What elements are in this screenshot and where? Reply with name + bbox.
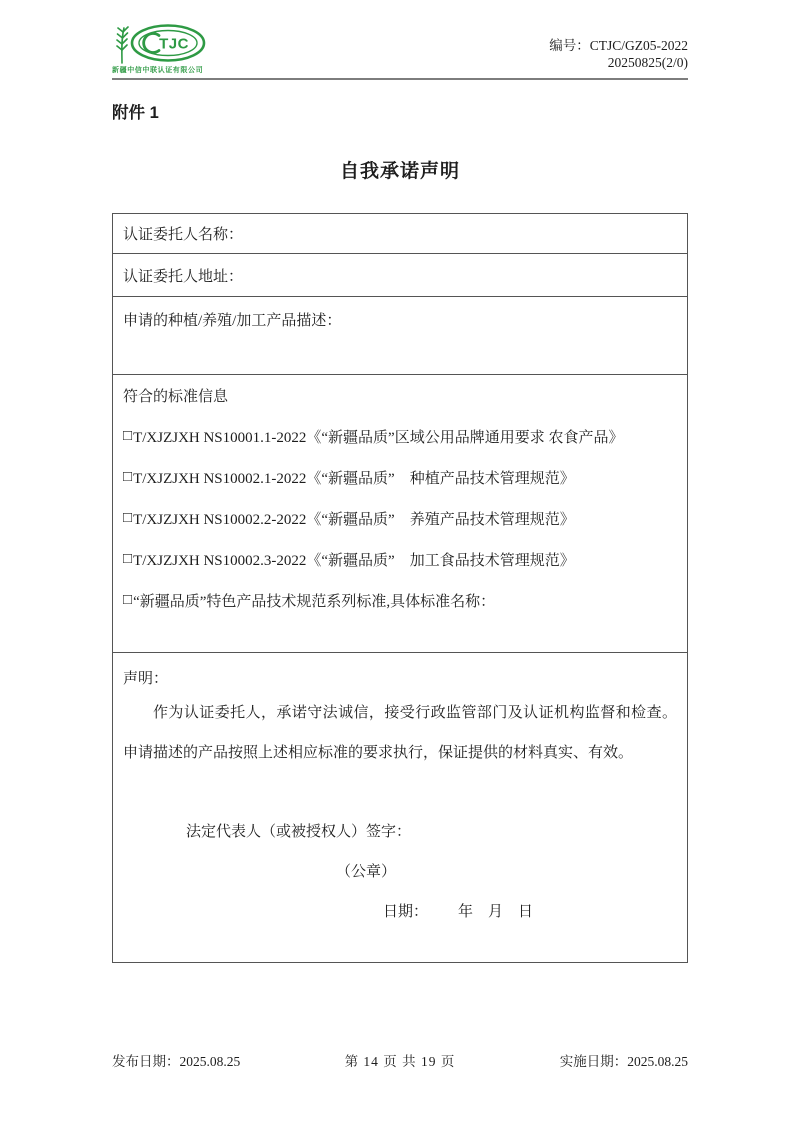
page-footer bbox=[112, 1050, 688, 1070]
page-title: 自我承诺声明 bbox=[339, 161, 460, 182]
release-date: 发布日期：2025.08.25 bbox=[112, 1054, 241, 1069]
seal-label: （公章） bbox=[336, 863, 397, 880]
standard-option-label: T/XJZJXH NS10002.1-2022《“新疆品质” 种植产品技术管理规范》 bbox=[133, 471, 575, 487]
declaration-form-table bbox=[112, 213, 688, 963]
standard-option-4 bbox=[123, 539, 687, 580]
standard-option-label: T/XJZJXH NS10002.3-2022《“新疆品质” 加工食品技术管理规范》 bbox=[133, 553, 575, 569]
company-logo bbox=[112, 24, 206, 75]
standards-heading: 符合的标准信息 bbox=[123, 389, 229, 405]
document-version: 20250825(2/0) bbox=[607, 55, 688, 70]
standard-option-label: T/XJZJXH NS10001.1-2022《“新疆品质”区域公用品牌通用要求 农食产品》 bbox=[133, 430, 624, 446]
declaration-heading: 声明： bbox=[123, 671, 169, 687]
client-name-label: 认证委托人名称： bbox=[123, 227, 244, 243]
standard-option-label: T/XJZJXH NS10002.2-2022《“新疆品质” 养殖产品技术管理规范》 bbox=[133, 512, 575, 528]
field-client-name bbox=[113, 214, 687, 254]
checkbox-icon: □ bbox=[123, 592, 133, 608]
standard-option-1 bbox=[123, 416, 687, 457]
company-name: 新疆中信中联认证有限公司 bbox=[112, 67, 204, 74]
standards-section bbox=[113, 375, 687, 653]
standard-option-label: “新疆品质”特色产品技术规范系列标准,具体标准名称： bbox=[133, 594, 496, 610]
page-header bbox=[112, 0, 688, 80]
checkbox-icon: □ bbox=[123, 510, 133, 526]
checkbox-icon: □ bbox=[123, 428, 133, 444]
standard-option-5 bbox=[123, 580, 687, 621]
ctjc-logo-icon bbox=[112, 24, 206, 64]
implementation-date: 实施日期：2025.08.25 bbox=[559, 1054, 688, 1069]
signature-label: 法定代表人（或被授权人）签字： bbox=[186, 823, 412, 840]
product-description-label: 申请的种植/养殖/加工产品描述： bbox=[123, 313, 342, 329]
client-address-label: 认证委托人地址： bbox=[123, 268, 244, 285]
field-product-description bbox=[113, 297, 687, 375]
page-number: 第 14 页 共 19 页 bbox=[344, 1054, 456, 1069]
declaration-body: 作为认证委托人，承诺守法诚信，接受行政监管部门及认证机构监督和检查。申请描述的产品按照上述相应标准的要求执行，保证提供的材料真实、有效。 bbox=[123, 705, 677, 761]
date-label: 日期： 年 月 日 bbox=[383, 903, 534, 920]
document-number: 编号：CTJC/GZ05-2022 bbox=[549, 38, 688, 53]
document-number-block bbox=[549, 37, 688, 75]
attachment-label: 附件 1 bbox=[112, 104, 159, 122]
svg-text:TJC: TJC bbox=[159, 35, 189, 53]
checkbox-icon: □ bbox=[123, 469, 133, 485]
checkbox-icon: □ bbox=[123, 551, 133, 567]
standard-option-2 bbox=[123, 457, 687, 498]
field-client-address bbox=[113, 254, 687, 297]
declaration-section bbox=[113, 653, 687, 962]
standard-option-3 bbox=[123, 498, 687, 539]
